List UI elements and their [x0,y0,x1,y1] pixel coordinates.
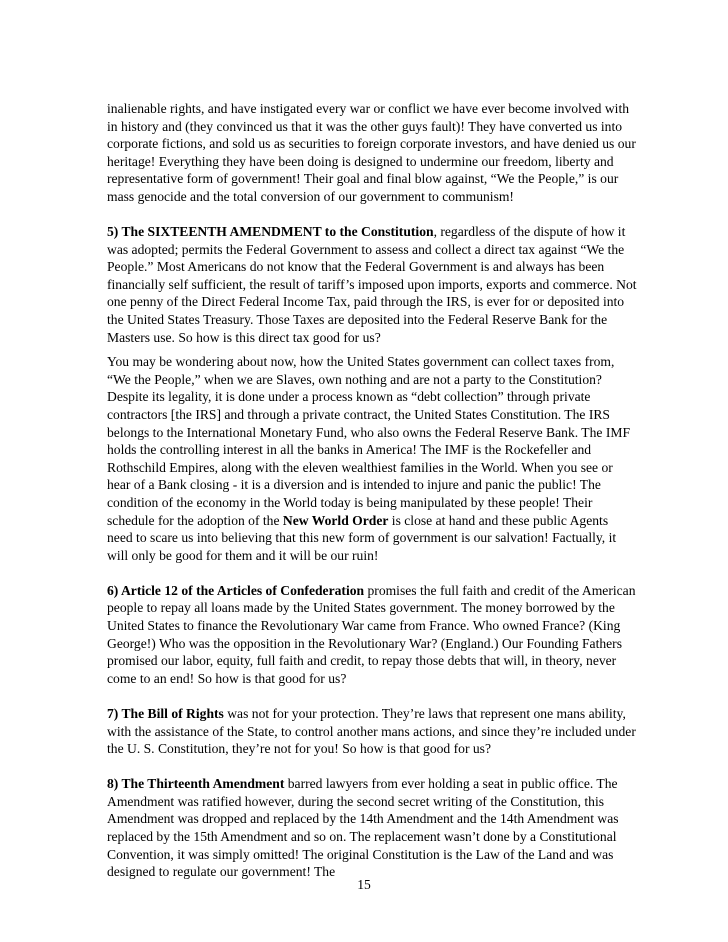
paragraph-text: was not for your protection. They’re laws that represent one mans ability, with the assistance of the State, to control another mans actions, and since they’re included under the U. S. Constitution, they’re not for you! So how is that good for us? [107,705,636,757]
paragraph-tax-collection [107,353,637,564]
paragraph-heading: 5) The SIXTEENTH AMENDMENT to the Constitution [107,224,434,240]
paragraph-heading: 7) The Bill of Rights [107,705,224,721]
page-number: 15 [357,877,371,892]
paragraph-text: , regardless of the dispute of how it was adopted; permits the Federal Government to assess and collect a direct tax against “We the People.” Most Americans do not know that the Federal Government is and always has been financially self sufficient, the result of tariff’s imposed upon imports, exports and commerce. Not one penny of the Direct Federal Income Tax, paid through the IRS, is ever for or deposited into the United States Treasury. Those Taxes are deposited into the Federal Reserve Bank for the Masters use. So how is this direct tax good for us? [107,224,637,345]
paragraph-thirteenth-amendment [107,775,637,881]
paragraph-heading: 6) Article 12 of the Articles of Confederation [107,582,365,598]
document-page [107,100,637,881]
paragraph-bill-of-rights [107,705,637,758]
paragraph-article-12 [107,582,637,688]
paragraph-text: promises the full faith and credit of the American people to repay all loans made by the United States government. The money borrowed by the United States to finance the Revolutionary War came from France. Who owned France? (King George!) Who was the opposition in the Revolutionary War? (England.) Our Founding Fathers promised our labor, equity, full faith and credit, to repay those debts that will, in theory, never come to an end! So how is that good for us? [107,582,636,686]
paragraph-text: inalienable rights, and have instigated every war or conflict we have ever become involved with in history and (they convinced us that it was the other guys fault)! They have converted us into corporate fictions, and sold us as securities to foreign corporate investors, and have denied us our heritage! Everything they have been doing is designed to undermine our freedom, liberty and representative form of government! Their goal and final blow against, “We the People,” is our mass genocide and the total conversion of our government to communism! [107,101,636,204]
paragraph-heading: 8) The Thirteenth Amendment [107,776,285,792]
paragraph-sixteenth-amendment [107,223,637,346]
paragraph-text: You may be wondering about now, how the United States government can collect taxes from, “We the People,” when we are Slaves, own nothing and are not a party to the Constitution? Despite its legality, it is done under a process known as “debt collection” through private contractors [the IRS] and through a private contract, the United States Constitution. The IRS belongs to the International Monetary Fund, who also owns the Federal Reserve Bank. The IMF holds the controlling interest in all the banks in America! The IMF is the Rockefeller and Rothschild Empires, along with the eleven wealthiest families in the World. When you see or hear of a Bank closing - it is a diversion and is intended to injure and panic the public! The condition of the economy in the World today is being manipulated by these people! Their schedule for the adoption of the [107,354,631,528]
paragraph-text: barred lawyers from ever holding a seat in public office. The Amendment was ratified however, during the second secret writing of the Constitution, this Amendment was dropped and replaced by the 14th Amendment and the 14th Amendment was replaced by the 15th Amendment and so on. The replacement wasn’t done by a Constitutional Convention, it was simply omitted! The original Constitution is the Law of the Land and was designed to regulate our government! The [107,776,619,880]
paragraph-text-continued: is close at hand and these public Agents need to scare us into believing that this new form of government is our salvation! Factually, it will only be good for them and it will be our ruin! [107,512,617,563]
paragraph-emphasis: New World Order [282,512,389,528]
paragraph-intro [107,100,637,206]
